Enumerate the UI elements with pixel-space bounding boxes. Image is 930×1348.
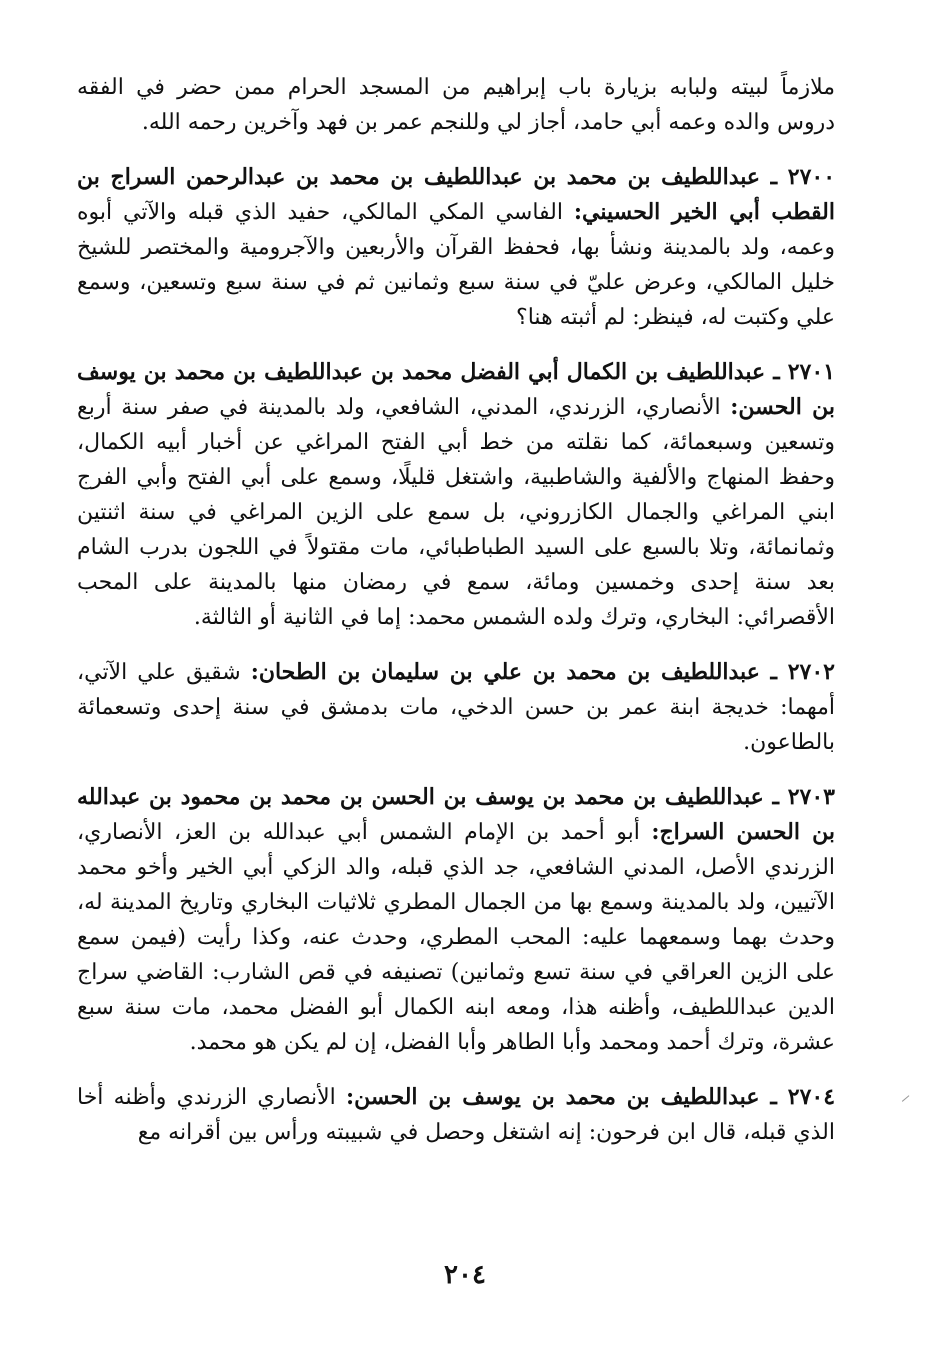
entry-heading: عبداللطيف بن الكمال أبي الفضل محمد بن عبداللطيف بن محمد بن يوسف بن الحسن: — [77, 359, 835, 420]
margin-mark — [902, 1095, 915, 1108]
entry-body: الفاسي المكي المالكي، حفيد الذي قبله والآتي أبوه وعمه، ولد بالمدينة ونشأ بها، فحفظ القرآن والأربعين والآجرومية والمختصر للشيخ خليل المالكي، وعرض عليّ في سنة سبع وثمانين ثم في سنة سبع وتسعين، وسمع علي وكتبت له، فينظر: لم أثبته هنا؟ — [77, 200, 835, 330]
entry-number: ٢٧٠١ — [787, 359, 835, 385]
entry-heading: عبداللطيف بن محمد بن يوسف بن الحسن بن محمد بن محمود بن عبدالله بن الحسن السراج: — [77, 784, 835, 845]
page-number: ٢٠٤ — [444, 1260, 486, 1290]
entry-number: ٢٧٠٢ — [787, 659, 835, 685]
biography-entry — [77, 655, 835, 760]
page-body — [77, 70, 835, 1150]
entry-body: الأنصاري الزرندي وأظنه أخا الذي قبله، قال ابن فرحون: إنه اشتغل وحصل في شبيبته ورأس بين أقرانه مع — [77, 1085, 835, 1145]
entry-separator: ـ — [760, 164, 788, 190]
continuation-paragraph: ملازماً لبيته ولبابه بزيارة باب إبراهيم من المسجد الحرام ممن حضر في الفقه دروس والده وعمه أبي حامد، أجاز لي وللنجم عمر بن فهد وآخرين رحمه الله. — [77, 75, 835, 135]
entry-separator: ـ — [759, 659, 788, 685]
entry-heading: عبداللطيف بن محمد بن علي بن سليمان بن الطحان: — [250, 659, 760, 685]
entry-heading: عبداللطيف بن محمد بن عبداللطيف بن محمد بن عبدالرحمن السراج بن القطب أبي الخير الحسيني: — [77, 164, 835, 225]
biography-entry — [77, 1080, 835, 1150]
entry-separator: ـ — [765, 359, 788, 385]
entry-number: ٢٧٠٣ — [787, 784, 835, 810]
biography-entry — [77, 780, 835, 1060]
entry-body: أبو أحمد بن الإمام الشمس أبي عبدالله بن العز، الأنصاري، الزرندي الأصل، المدني الشافعي، جد الذي قبله، والد الزكي أبي الخير وأخو محمد الآتيين، ولد بالمدينة وسمع بها من الجمال المطري ثلاثيات البخاري وتاريخ المدينة له، وحدث بهما وسمعهما عليه: المحب المطري، وحدث عنه، وكذا رأيت (فيمن سمع على الزين العراقي في سنة تسع وثمانين) تصنيفه في قص الشارب: القاضي سراج الدين عبداللطيف، وأظنه هذا، ومعه ابنه الكمال أبو الفضل محمد، مات سنة سبع عشرة، وترك أحمد ومحمد وأبا الطاهر وأبا الفضل، إن لم يكن هو محمد. — [77, 820, 835, 1055]
entry-body: شقيق علي الآتي، أمهما: خديجة ابنة عمر بن حسن الدخي، مات بدمشق في سنة إحدى وتسعمائة بالطاعون. — [77, 660, 835, 755]
entry-body: الأنصاري، الزرندي، المدني، الشافعي، ولد بالمدينة في صفر سنة أربع وتسعين وسبعمائة، كما نقلته من خط أبي الفتح المراغي عن أخبار أبيه الكمال، وحفظ المنهاج والألفية والشاطبية، واشتغل قليلًا، وسمع على أبي الفتح وأبي الفرج ابني المراغي والجمال الكازروني، بل سمع على الزين المراغي في سنة اثنتين وثمانمائة، وتلا بالسبع على السيد الطباطبائي، مات مقتولاً في اللجون بدرب الشام بعد سنة إحدى وخمسين ومائة، سمع في رمضان منها بالمدينة على المحب الأقصرائي: البخاري، وترك ولده الشمس محمد: إما في الثانية أو الثالثة. — [77, 395, 835, 630]
biography-entry — [77, 355, 835, 635]
biography-entry — [77, 160, 835, 335]
entry-separator: ـ — [759, 1084, 788, 1110]
entry-heading: عبداللطيف بن محمد بن يوسف بن الحسن: — [346, 1084, 760, 1110]
entry-number: ٢٧٠٤ — [787, 1084, 836, 1110]
entry-number: ٢٧٠٠ — [787, 164, 836, 190]
entry-separator: ـ — [763, 784, 788, 810]
